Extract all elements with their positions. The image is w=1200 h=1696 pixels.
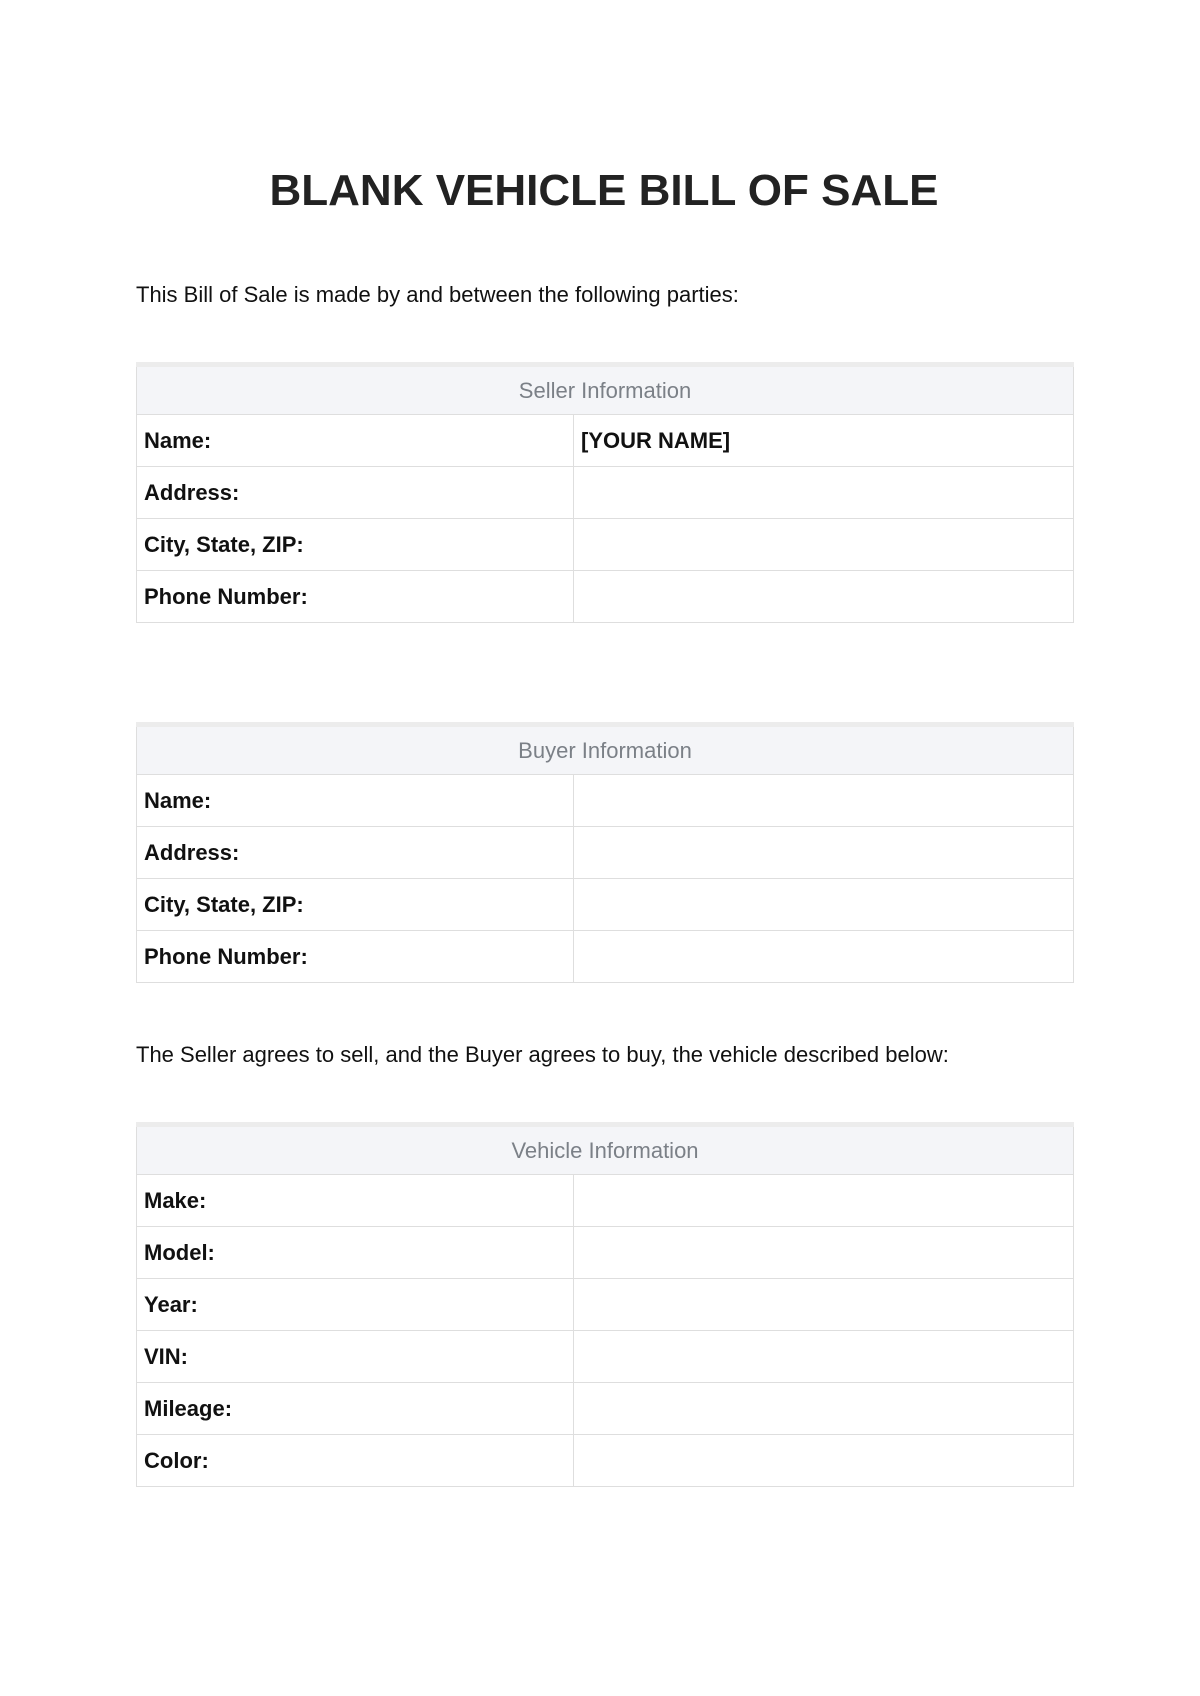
field-label: Phone Number: bbox=[137, 931, 574, 983]
agreement-text: The Seller agrees to sell, and the Buyer agrees to buy, the vehicle described below: bbox=[136, 1042, 949, 1067]
seller-table-header: Seller Information bbox=[137, 365, 1074, 415]
table-row bbox=[137, 931, 1074, 983]
field-value[interactable] bbox=[574, 1383, 1074, 1435]
seller-table bbox=[136, 362, 1074, 623]
field-value[interactable] bbox=[574, 1175, 1074, 1227]
field-value[interactable] bbox=[574, 775, 1074, 827]
field-value[interactable] bbox=[574, 931, 1074, 983]
field-value[interactable] bbox=[574, 1227, 1074, 1279]
field-value[interactable]: [YOUR NAME] bbox=[574, 415, 1074, 467]
table-row bbox=[137, 1435, 1074, 1487]
field-label: Address: bbox=[137, 467, 574, 519]
table-row bbox=[137, 415, 1074, 467]
table-row bbox=[137, 775, 1074, 827]
field-value[interactable] bbox=[574, 879, 1074, 931]
field-label: City, State, ZIP: bbox=[137, 519, 574, 571]
buyer-table-header: Buyer Information bbox=[137, 725, 1074, 775]
field-value[interactable] bbox=[574, 571, 1074, 623]
table-row bbox=[137, 467, 1074, 519]
field-label: VIN: bbox=[137, 1331, 574, 1383]
field-value[interactable] bbox=[574, 467, 1074, 519]
field-label: Make: bbox=[137, 1175, 574, 1227]
table-row bbox=[137, 827, 1074, 879]
field-label: Mileage: bbox=[137, 1383, 574, 1435]
field-value[interactable] bbox=[574, 1279, 1074, 1331]
table-row bbox=[137, 1279, 1074, 1331]
field-value[interactable] bbox=[574, 1331, 1074, 1383]
field-value[interactable] bbox=[574, 1435, 1074, 1487]
table-row bbox=[137, 1331, 1074, 1383]
field-label: Color: bbox=[137, 1435, 574, 1487]
field-value[interactable] bbox=[574, 519, 1074, 571]
field-label: Name: bbox=[137, 415, 574, 467]
vehicle-table-header: Vehicle Information bbox=[137, 1125, 1074, 1175]
table-row bbox=[137, 1227, 1074, 1279]
field-label: City, State, ZIP: bbox=[137, 879, 574, 931]
table-row bbox=[137, 571, 1074, 623]
field-value[interactable] bbox=[574, 827, 1074, 879]
field-label: Address: bbox=[137, 827, 574, 879]
table-row bbox=[137, 879, 1074, 931]
vehicle-table bbox=[136, 1122, 1074, 1487]
field-label: Name: bbox=[137, 775, 574, 827]
table-row bbox=[137, 1383, 1074, 1435]
field-label: Model: bbox=[137, 1227, 574, 1279]
table-row bbox=[137, 519, 1074, 571]
field-label: Phone Number: bbox=[137, 571, 574, 623]
field-label: Year: bbox=[137, 1279, 574, 1331]
document-title: BLANK VEHICLE BILL OF SALE bbox=[269, 166, 939, 215]
table-row bbox=[137, 1175, 1074, 1227]
buyer-table bbox=[136, 722, 1074, 983]
intro-text: This Bill of Sale is made by and between the following parties: bbox=[136, 282, 739, 307]
